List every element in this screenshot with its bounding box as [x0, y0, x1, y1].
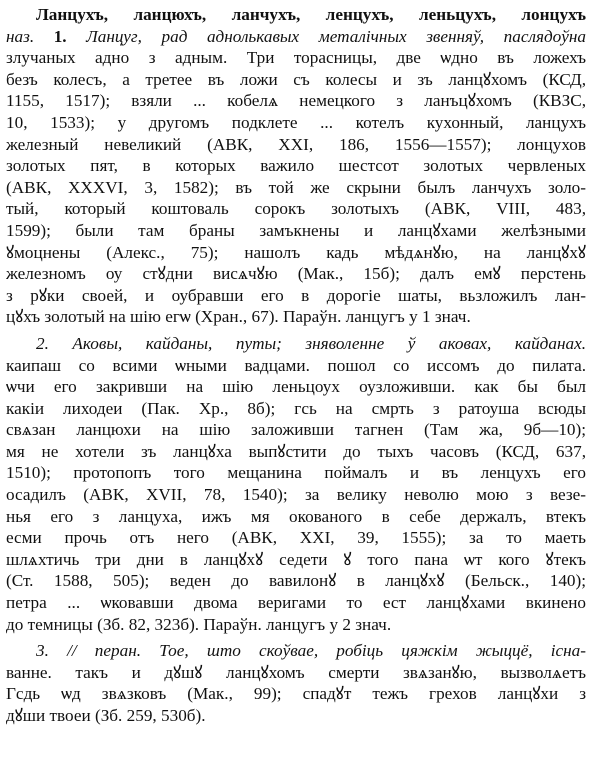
sense-1-definition-start: Ланцуг, рад аднолькавых металічных звенняў, паслядоўна	[86, 26, 586, 46]
sense-2	[6, 333, 586, 635]
sense-1-line: 1155, 1517); взяли ... кобелѧ немецкого з ланъцꙋхомъ (КВЗС,	[6, 91, 586, 111]
sense-1-line: з рꙋки своей, и оубравши его в дорогіе шаты, вьзложилъ лан-	[6, 285, 586, 305]
sense-1-line: безъ колесъ, а третее въ ложи съ колесы и зъ ланцꙋхомъ (КСД,	[6, 69, 586, 89]
sense-3-line: Гсдь ѡд звѧзковъ (Мак., 99); спадꙋт тежъ грехов ланцꙋхи з	[6, 684, 586, 704]
sense-2-line-last: до темницы (Зб. 82, 323б). Параўн. ланцугъ у 2 знач.	[6, 614, 392, 634]
sense-1-line: железномъ оу стꙋдни висѧчꙋю (Мак., 15б); далъ емꙋ перстень	[6, 264, 586, 284]
sense-1-line-last: цꙋхъ золотый на шію егѡ (Хран., 67). Параўн. ланцугъ у 1 знач.	[6, 307, 471, 327]
sense-2-line: (Ст. 1588, 505); веден до вавилонꙋ в ланцꙋхꙋ (Бельск., 140);	[6, 571, 586, 591]
dictionary-entry	[6, 4, 586, 732]
sense-2-line: есми прочь отъ него (АВК, XXI, 39, 1555); за то маеть	[6, 528, 586, 548]
sense-3-line-last: дꙋши твоеи (Зб. 259, 530б).	[6, 706, 206, 725]
sense-1-line: железный невеликий (АВК, XXI, 186, 1556—1557); лонцухов	[6, 134, 586, 154]
sense-1-line: злучаных адно з адным. Три торасницы, две ѡдно въ ложехъ	[6, 48, 586, 68]
sense-2-line: какіи лиходеи (Пак. Хр., 8б); гсь на смрть з ратоуша всюды	[6, 398, 586, 418]
sense-1-line: тый, который коштоваль сорокъ золотыхъ (АВК, VIII, 483,	[6, 199, 586, 219]
sense-2-line: шлѧхтичь три дни в ланцꙋхꙋ седети ꙋ того пана ѡт кого ꙋтекъ	[6, 549, 586, 569]
sense-1-line-1	[6, 26, 586, 48]
sense-1-line: 10, 1533); у другомъ подклете ... котелъ кухонный, ланцухъ	[6, 112, 586, 132]
sense-2-definition: 2. Аковы, кайданы, путы; зняволенне ў аковах, кайданах.	[36, 333, 586, 353]
sense-2-line: 1510); протопопъ того мещанина поймалъ и въ ленцухъ его	[6, 463, 586, 483]
headword-line: Ланцухъ, ланцюхъ, ланчухъ, ленцухъ, леньцухъ, лонцухъ	[36, 5, 586, 24]
sense-2-line: каипаш со всими ѡными вадцами. пошол со иссомъ до пилата.	[6, 355, 586, 375]
sense-1-number: 1.	[53, 26, 67, 46]
sense-1-line: 1599); были там браны замъкнены и ланцꙋхами желѣзными	[6, 220, 586, 240]
sense-2-line: осадилъ (АВК, XVII, 78, 1540); за велику неволю мою з везе-	[6, 485, 586, 505]
sense-1-line: ꙋмоцнены (Алекс., 75); нашолъ кадь мѣдѧнꙋю, на ланцꙋхꙋ	[6, 242, 586, 262]
sense-1-line: (АВК, XXXVI, 3, 1582); въ той же скрыни былъ ланчухъ золо-	[6, 177, 586, 197]
sense-3-definition: 3. // перан. Тое, што скоўвае, робіць цяжкім жыццё, існа-	[36, 641, 586, 661]
sense-2-line: ѡчи его закривши на шію леньцоух оузложивши. как бы был	[6, 377, 586, 397]
sense-3	[6, 640, 586, 726]
sense-2-line: петра ... ѡковавши двома веригами то ест ланцꙋхами вкинено	[6, 593, 586, 613]
sense-3-line: ванне. такъ и дꙋшꙋ ланцꙋхомъ смерти звѧзанꙋю, вызволѧетъ	[6, 662, 586, 682]
sense-2-line: мя не хотели зъ ланцꙋха выпꙋстити до тыхъ часовъ (КСД, 637,	[6, 441, 586, 461]
sense-1	[6, 4, 586, 328]
sense-2-line: свѧзан ланцюхи на шію заложивши тагнен (Там жа, 9б—10);	[6, 420, 586, 440]
part-of-speech: наз.	[6, 26, 35, 46]
sense-2-line: нья его з ланцуха, ижъ мя окованого в себе держалъ, втекъ	[6, 506, 586, 526]
sense-1-line: золотых пят, в которых важило шестсот золотых червленых	[6, 156, 586, 176]
